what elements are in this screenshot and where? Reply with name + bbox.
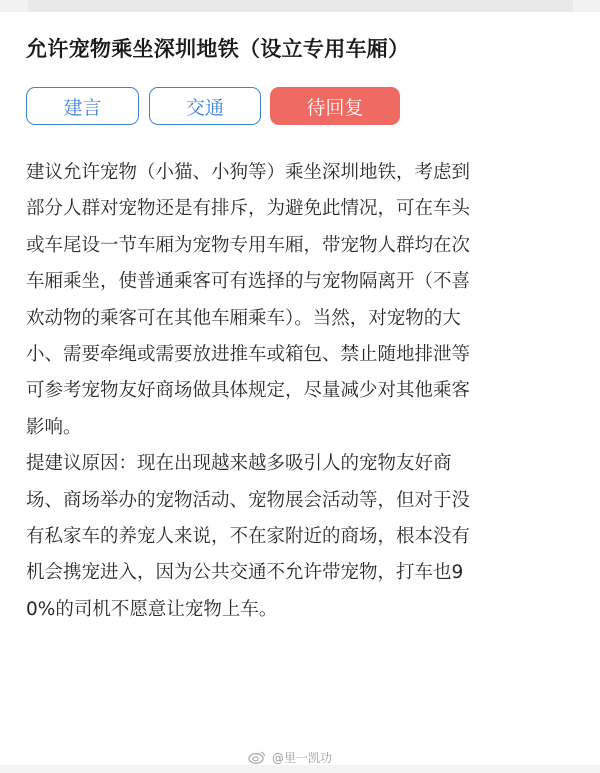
body-line: 0%的司机不愿意让宠物上车。 [26,598,278,620]
body-line: 可参考宠物友好商场做具体规定，尽量减少对其他乘客 [26,380,471,402]
body-line: 部分人群对宠物还是有排斥，为避免此情况，可在车头 [26,198,471,220]
body-line: 提建议原因：现在出现越来越多吸引人的宠物友好商 [26,453,452,475]
body-line: 影响。 [26,416,82,438]
tag-suggestion[interactable]: 建言 [26,87,139,125]
body-line: 小、需要牵绳或需要放进推车或箱包、禁止随地排泄等 [26,343,471,365]
body-line: 有私家车的养宠人来说，不在家附近的商场，根本没有 [26,525,471,547]
body-line: 或车尾设一节车厢为宠物专用车厢，带宠物人群均在次 [26,234,471,256]
post-body [26,155,582,628]
top-bar [0,0,600,12]
top-bar-inner [28,0,573,12]
body-line: 建议允许宠物（小猫、小狗等）乘坐深圳地铁，考虑到 [26,162,471,183]
status-badge-pending[interactable]: 待回复 [270,87,400,125]
body-line: 车厢乘坐，使普通乘客可有选择的与宠物隔离开（不喜 [26,271,471,293]
body-line: 机会携宠进入，因为公共交通不允许带宠物，打车也9 [26,562,464,584]
body-line: 欢动物的乘客可在其他车厢乘车）。当然，对宠物的大 [26,307,461,329]
watermark-text: @里一凯功 [272,750,333,765]
post-title: 允许宠物乘坐深圳地铁（设立专用车厢） [26,37,410,61]
weibo-icon [248,750,266,764]
bottom-bar [0,765,600,773]
tag-transport[interactable]: 交通 [149,87,261,125]
body-line: 场、商场举办的宠物活动、宠物展会活动等，但对于没 [26,489,471,511]
